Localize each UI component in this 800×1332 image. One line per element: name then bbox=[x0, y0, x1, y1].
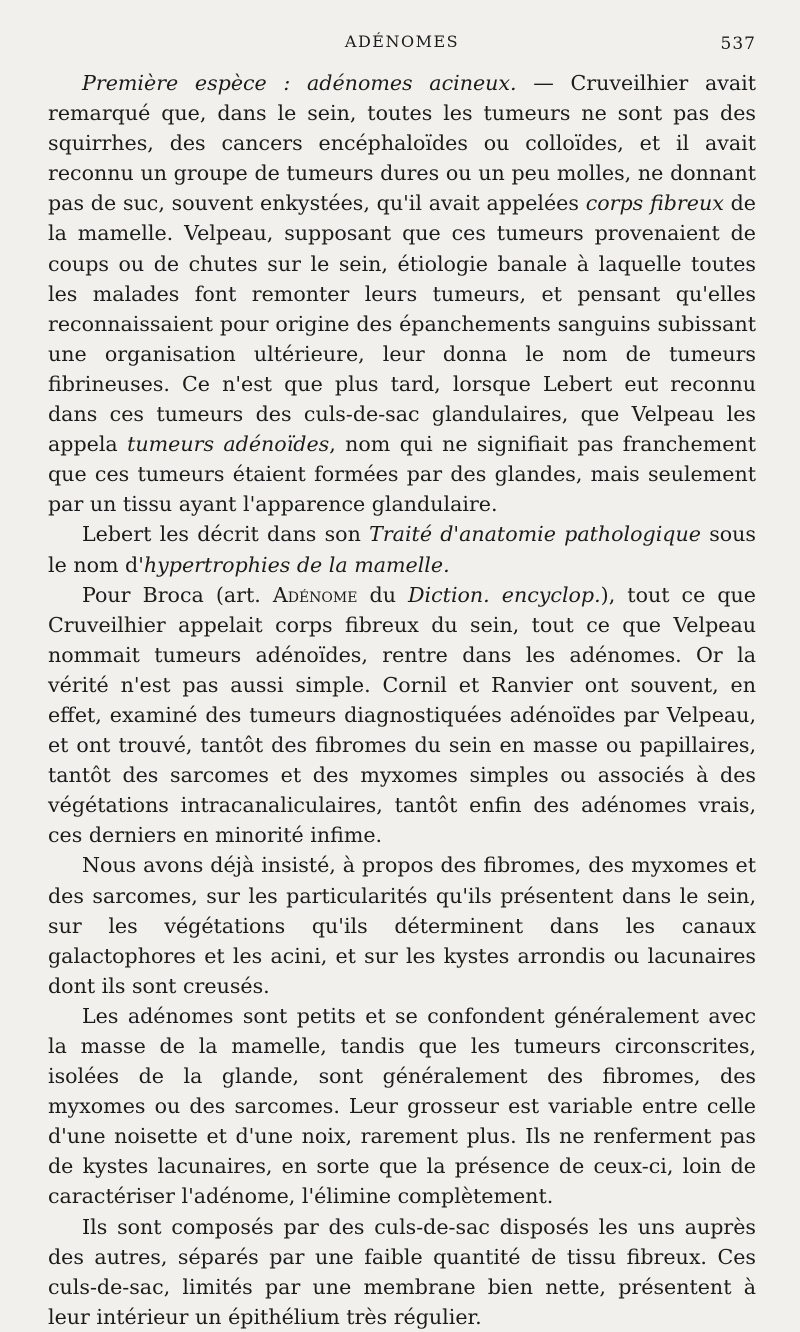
section-heading: Première espèce : adénomes acineux. bbox=[82, 71, 517, 95]
paragraph-text: Pour Broca (art. bbox=[82, 582, 273, 607]
italic-title: Diction. encyclop. bbox=[408, 582, 601, 607]
italic-term: hypertrophies de la mamelle. bbox=[143, 552, 450, 577]
paragraph-text: , nom qui ne signifiait pas franchement que ces tumeurs étaient formées par des glandes, mais seulement par un tissu ayant l'apparence glandulaire. bbox=[48, 432, 756, 517]
paragraph-text: du bbox=[357, 582, 409, 607]
body-text bbox=[48, 68, 756, 1332]
small-caps-term: Adénome bbox=[272, 582, 358, 607]
paragraph-text: — Cruveilhier avait remarqué que, dans le sein, toutes les tumeurs ne sont pas des squirrhes, des cancers encéphaloïdes ou colloïdes, et il avait reconnu un groupe de tumeurs dures ou un peu molles, ne donnant pas de suc, souvent enkystées, qu'il avait appelées bbox=[48, 71, 756, 216]
italic-term: corps fibreux bbox=[585, 191, 724, 216]
paragraph-particularites: Nous avons déjà insisté, à propos des fibromes, des myxomes et des sarcomes, sur les particularités qu'ils présentent dans le sein, sur les végétations qu'ils déterminent dans les canaux galactophores et les acini, et sur les kystes arrondis ou lacunaires dont ils sont creusés. bbox=[48, 853, 756, 998]
paragraph-taille: Les adénomes sont petits et se confondent généralement avec la masse de la mamelle, tandis que les tumeurs circonscrites, isolées de la glande, sont généralement des fibromes, des myxomes ou des sarcomes. Leur grosseur est variable entre celle d'une noisette et d'une noix, rarement plus. Ils ne renferment pas de kystes lacunaires, en sorte que la présence de ceux-ci, loin de caractériser l'adénome, l'élimine complètement. bbox=[48, 1003, 756, 1209]
paragraph-text: ), tout ce que Cruveilhier appelait corps fibreux du sein, tout ce que Velpeau nommait tumeurs adénoïdes, rentre dans les adénomes. Or la vérité n'est pas aussi simple. Cornil et Ranvier ont souvent, en effet, examiné des tumeurs diagnostiquées adénoïdes par Velpeau, et ont trouvé, tantôt des fibromes du sein en masse ou papillaires, tantôt des sarcomes et des myxomes simples ou associés à des végétations intracanaliculaires, tantôt enfin des adénomes vrais, ces derniers en minorité infime. bbox=[48, 582, 756, 848]
page-header bbox=[48, 28, 756, 56]
paragraph-text: de la mamelle. Velpeau, supposant que ces tumeurs provenaient de coups ou de chutes sur le sein, étiologie banale à laquelle toutes les malades font remonter leurs tumeurs, et pensant qu'elles reconnaissaient pour origine des épanchements sanguins subissant une organisation ultérieure, leur donna le nom de tumeurs fibrineuses. Ce n'est que plus tard, lorsque Lebert eut reconnu dans ces tumeurs des culs-de-sac glandulaires, que Velpeau les appela bbox=[48, 191, 756, 457]
paragraph-lebert bbox=[48, 519, 756, 579]
page-number: 537 bbox=[720, 34, 756, 54]
running-head: ADÉNOMES bbox=[344, 32, 460, 51]
italic-term: tumeurs adénoïdes bbox=[127, 432, 330, 457]
paragraph-structure: Ils sont composés par des culs-de-sac disposés les uns auprès des autres, séparés par une faible quantité de tissu fibreux. Ces culs-de-sac, limités par une membrane bien nette, présentent à leur intérieur un épithélium très régulier. bbox=[48, 1214, 756, 1329]
paragraph-text: sous le nom d' bbox=[48, 522, 756, 577]
paragraph-adenomes-acineux bbox=[48, 68, 756, 519]
paragraph-broca bbox=[48, 580, 756, 851]
italic-title: Traité d'anatomie pathologique bbox=[369, 522, 701, 547]
paragraph-text: Lebert les décrit dans son bbox=[82, 522, 370, 547]
